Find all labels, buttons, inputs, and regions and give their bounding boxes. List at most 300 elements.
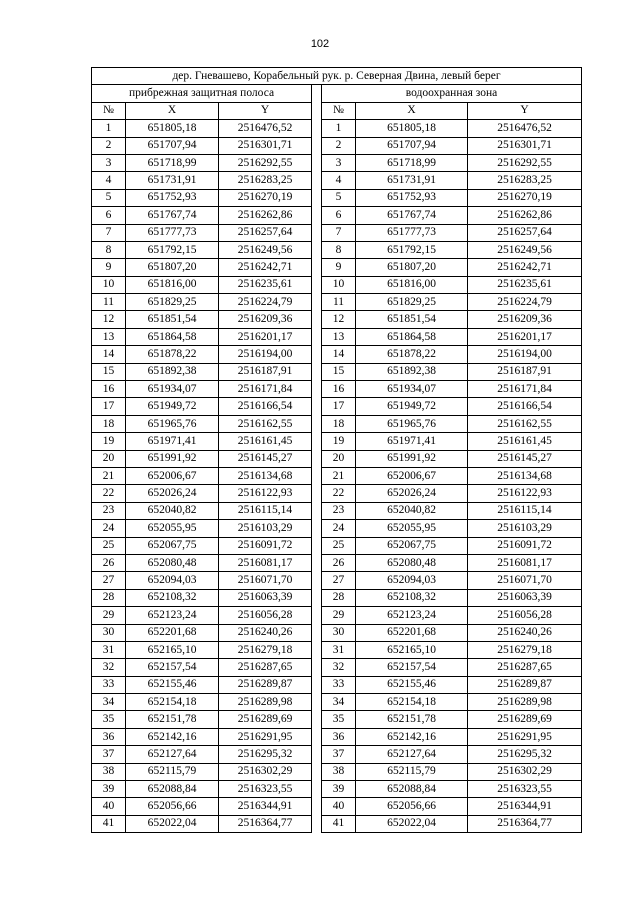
- table-row: [92, 189, 582, 206]
- right-point-number: 18: [322, 415, 356, 432]
- right-point-number: 37: [322, 746, 356, 763]
- table-row: [92, 415, 582, 432]
- left-point-x: 652165,10: [126, 641, 219, 658]
- left-point-y: 2516122,93: [219, 485, 312, 502]
- right-point-number: 33: [322, 676, 356, 693]
- section-gap: [312, 224, 322, 241]
- table-row: [92, 520, 582, 537]
- right-point-x: 652088,84: [356, 781, 468, 798]
- coordinates-table: [91, 67, 582, 833]
- right-point-number: 39: [322, 781, 356, 798]
- table-row: [92, 728, 582, 745]
- left-point-x: 652154,18: [126, 694, 219, 711]
- table-row: [92, 276, 582, 293]
- section-gap: [312, 520, 322, 537]
- section-gap: [312, 589, 322, 606]
- left-point-x: 651965,76: [126, 415, 219, 432]
- left-point-number: 18: [92, 415, 126, 432]
- right-point-y: 2516115,14: [468, 502, 582, 519]
- right-point-y: 2516209,36: [468, 311, 582, 328]
- left-point-number: 2: [92, 137, 126, 154]
- section-gap: [312, 554, 322, 571]
- left-point-x: 651829,25: [126, 294, 219, 311]
- right-point-number: 4: [322, 172, 356, 189]
- left-point-x: 652157,54: [126, 659, 219, 676]
- left-point-x: 651805,18: [126, 120, 219, 137]
- left-point-y: 2516194,00: [219, 346, 312, 363]
- section-gap: [312, 137, 322, 154]
- right-point-y: 2516171,84: [468, 381, 582, 398]
- right-point-number: 5: [322, 189, 356, 206]
- left-point-x: 651816,00: [126, 276, 219, 293]
- left-point-y: 2516476,52: [219, 120, 312, 137]
- right-point-y: 2516063,39: [468, 589, 582, 606]
- left-point-y: 2516289,69: [219, 711, 312, 728]
- table-row: [92, 694, 582, 711]
- right-point-number: 14: [322, 346, 356, 363]
- left-point-x: 651707,94: [126, 137, 219, 154]
- left-point-number: 14: [92, 346, 126, 363]
- right-point-y: 2516295,32: [468, 746, 582, 763]
- left-point-x: 652094,03: [126, 572, 219, 589]
- left-point-y: 2516301,71: [219, 137, 312, 154]
- right-point-number: 19: [322, 433, 356, 450]
- right-point-x: 652165,10: [356, 641, 468, 658]
- left-point-number: 30: [92, 624, 126, 641]
- right-point-x: 652006,67: [356, 467, 468, 484]
- left-point-x: 652080,48: [126, 554, 219, 571]
- section-gap: [312, 85, 322, 102]
- section-gap: [312, 294, 322, 311]
- left-point-number: 24: [92, 520, 126, 537]
- left-point-y: 2516103,29: [219, 520, 312, 537]
- left-point-number: 33: [92, 676, 126, 693]
- right-point-x: 651851,54: [356, 311, 468, 328]
- section-gap: [312, 207, 322, 224]
- right-point-y: 2516302,29: [468, 763, 582, 780]
- left-point-x: 651934,07: [126, 381, 219, 398]
- left-point-y: 2516249,56: [219, 241, 312, 258]
- right-point-x: 652151,78: [356, 711, 468, 728]
- right-point-y: 2516242,71: [468, 259, 582, 276]
- left-point-x: 652127,64: [126, 746, 219, 763]
- table-row: [92, 311, 582, 328]
- left-point-x: 652108,32: [126, 589, 219, 606]
- right-point-y: 2516291,95: [468, 728, 582, 745]
- left-point-y: 2516279,18: [219, 641, 312, 658]
- right-point-x: 652108,32: [356, 589, 468, 606]
- left-point-y: 2516289,98: [219, 694, 312, 711]
- right-point-y: 2516145,27: [468, 450, 582, 467]
- left-point-x: 651971,41: [126, 433, 219, 450]
- right-point-number: 21: [322, 467, 356, 484]
- right-point-y: 2516201,17: [468, 328, 582, 345]
- right-point-x: 651767,74: [356, 207, 468, 224]
- left-point-number: 25: [92, 537, 126, 554]
- left-point-number: 31: [92, 641, 126, 658]
- right-point-number: 35: [322, 711, 356, 728]
- right-point-y: 2516235,61: [468, 276, 582, 293]
- right-point-x: 652155,46: [356, 676, 468, 693]
- section-gap: [312, 398, 322, 415]
- right-point-y: 2516056,28: [468, 607, 582, 624]
- section-gap: [312, 241, 322, 258]
- left-point-number: 29: [92, 607, 126, 624]
- right-point-y: 2516071,70: [468, 572, 582, 589]
- left-point-number: 15: [92, 363, 126, 380]
- left-point-x: 651807,20: [126, 259, 219, 276]
- left-point-x: 652151,78: [126, 711, 219, 728]
- table-row: [92, 746, 582, 763]
- left-point-x: 651777,73: [126, 224, 219, 241]
- table-title: дер. Гневашево, Корабельный рук. р. Северная Двина, левый берег: [92, 68, 582, 85]
- left-point-x: 651892,38: [126, 363, 219, 380]
- left-point-number: 10: [92, 276, 126, 293]
- right-point-x: 651934,07: [356, 381, 468, 398]
- left-point-y: 2516161,45: [219, 433, 312, 450]
- left-point-number: 36: [92, 728, 126, 745]
- right-point-y: 2516249,56: [468, 241, 582, 258]
- right-point-x: 651878,22: [356, 346, 468, 363]
- table-row: [92, 572, 582, 589]
- right-point-y: 2516270,19: [468, 189, 582, 206]
- left-point-x: 652155,46: [126, 676, 219, 693]
- section-gap: [312, 676, 322, 693]
- right-point-y: 2516240,26: [468, 624, 582, 641]
- right-point-number: 1: [322, 120, 356, 137]
- left-point-y: 2516289,87: [219, 676, 312, 693]
- left-point-number: 39: [92, 781, 126, 798]
- left-point-x: 652056,66: [126, 798, 219, 815]
- right-point-number: 17: [322, 398, 356, 415]
- table-row: [92, 589, 582, 606]
- right-point-number: 10: [322, 276, 356, 293]
- left-point-y: 2516257,64: [219, 224, 312, 241]
- table-row: [92, 641, 582, 658]
- left-point-x: 652142,16: [126, 728, 219, 745]
- table-row: [92, 676, 582, 693]
- left-point-x: 652055,95: [126, 520, 219, 537]
- table-row: [92, 798, 582, 815]
- section-gap: [312, 276, 322, 293]
- right-point-x: 652055,95: [356, 520, 468, 537]
- left-point-number: 20: [92, 450, 126, 467]
- section-gap: [312, 502, 322, 519]
- section-gap: [312, 641, 322, 658]
- right-point-x: 651805,18: [356, 120, 468, 137]
- right-point-x: 651718,99: [356, 154, 468, 171]
- left-point-y: 2516295,32: [219, 746, 312, 763]
- right-point-number: 24: [322, 520, 356, 537]
- right-point-y: 2516344,91: [468, 798, 582, 815]
- right-point-y: 2516289,87: [468, 676, 582, 693]
- section-gap: [312, 798, 322, 815]
- left-point-x: 651792,15: [126, 241, 219, 258]
- table-row: [92, 624, 582, 641]
- right-point-number: 3: [322, 154, 356, 171]
- left-point-x: 652040,82: [126, 502, 219, 519]
- left-point-number: 3: [92, 154, 126, 171]
- left-point-y: 2516262,86: [219, 207, 312, 224]
- right-point-number: 13: [322, 328, 356, 345]
- table-row: [92, 241, 582, 258]
- right-point-number: 36: [322, 728, 356, 745]
- right-point-y: 2516103,29: [468, 520, 582, 537]
- left-point-y: 2516063,39: [219, 589, 312, 606]
- left-point-number: 22: [92, 485, 126, 502]
- right-point-x: 652127,64: [356, 746, 468, 763]
- left-point-x: 652067,75: [126, 537, 219, 554]
- right-point-y: 2516187,91: [468, 363, 582, 380]
- right-point-x: 651991,92: [356, 450, 468, 467]
- right-point-y: 2516476,52: [468, 120, 582, 137]
- right-point-number: 7: [322, 224, 356, 241]
- right-point-y: 2516257,64: [468, 224, 582, 241]
- section-gap: [312, 537, 322, 554]
- section-gap: [312, 624, 322, 641]
- section-gap: [312, 711, 322, 728]
- right-point-number: 31: [322, 641, 356, 658]
- left-point-number: 13: [92, 328, 126, 345]
- left-point-x: 651878,22: [126, 346, 219, 363]
- right-point-y: 2516162,55: [468, 415, 582, 432]
- table-row: [92, 554, 582, 571]
- table-row: [92, 120, 582, 137]
- left-point-number: 27: [92, 572, 126, 589]
- left-point-y: 2516115,14: [219, 502, 312, 519]
- right-point-x: 652157,54: [356, 659, 468, 676]
- left-point-y: 2516056,28: [219, 607, 312, 624]
- left-point-number: 35: [92, 711, 126, 728]
- right-point-y: 2516323,55: [468, 781, 582, 798]
- right-point-number: 27: [322, 572, 356, 589]
- section-gap: [312, 694, 322, 711]
- left-point-y: 2516291,95: [219, 728, 312, 745]
- section-gap: [312, 363, 322, 380]
- right-point-y: 2516283,25: [468, 172, 582, 189]
- right-point-number: 29: [322, 607, 356, 624]
- right-point-x: 651792,15: [356, 241, 468, 258]
- right-point-number: 41: [322, 815, 356, 832]
- right-point-x: 651707,94: [356, 137, 468, 154]
- left-point-y: 2516091,72: [219, 537, 312, 554]
- section-gap: [312, 381, 322, 398]
- left-point-y: 2516166,54: [219, 398, 312, 415]
- section-gap: [312, 311, 322, 328]
- right-point-x: 652123,24: [356, 607, 468, 624]
- left-point-y: 2516224,79: [219, 294, 312, 311]
- section-gap: [312, 189, 322, 206]
- right-point-number: 8: [322, 241, 356, 258]
- table-row: [92, 763, 582, 780]
- table-row: [92, 346, 582, 363]
- left-point-x: 652123,24: [126, 607, 219, 624]
- right-point-x: 651731,91: [356, 172, 468, 189]
- right-point-number: 23: [322, 502, 356, 519]
- left-point-number: 34: [92, 694, 126, 711]
- table-row: [92, 711, 582, 728]
- right-point-y: 2516161,45: [468, 433, 582, 450]
- left-point-x: 651718,99: [126, 154, 219, 171]
- right-point-x: 652026,24: [356, 485, 468, 502]
- section-gap: [312, 346, 322, 363]
- left-point-x: 652022,04: [126, 815, 219, 832]
- left-point-number: 17: [92, 398, 126, 415]
- table-row: [92, 781, 582, 798]
- right-point-number: 25: [322, 537, 356, 554]
- right-point-x: 651829,25: [356, 294, 468, 311]
- left-point-x: 652006,67: [126, 467, 219, 484]
- left-point-number: 38: [92, 763, 126, 780]
- right-col-y-header: Y: [468, 102, 582, 119]
- left-point-y: 2516145,27: [219, 450, 312, 467]
- section-gap: [312, 259, 322, 276]
- table-row: [92, 381, 582, 398]
- right-point-x: 651752,93: [356, 189, 468, 206]
- right-point-y: 2516262,86: [468, 207, 582, 224]
- right-point-x: 652040,82: [356, 502, 468, 519]
- left-point-y: 2516287,65: [219, 659, 312, 676]
- left-section-header: прибрежная защитная полоса: [92, 85, 312, 102]
- left-point-number: 8: [92, 241, 126, 258]
- right-point-number: 32: [322, 659, 356, 676]
- right-point-number: 22: [322, 485, 356, 502]
- left-point-x: 652088,84: [126, 781, 219, 798]
- right-point-number: 26: [322, 554, 356, 571]
- right-point-x: 651949,72: [356, 398, 468, 415]
- table-row: [92, 207, 582, 224]
- left-point-number: 6: [92, 207, 126, 224]
- left-point-x: 651991,92: [126, 450, 219, 467]
- left-point-y: 2516201,17: [219, 328, 312, 345]
- left-point-number: 11: [92, 294, 126, 311]
- section-gap: [312, 328, 322, 345]
- section-gap: [312, 781, 322, 798]
- right-point-x: 651816,00: [356, 276, 468, 293]
- table-row: [92, 467, 582, 484]
- left-point-x: 652026,24: [126, 485, 219, 502]
- left-point-x: 651864,58: [126, 328, 219, 345]
- left-point-y: 2516302,29: [219, 763, 312, 780]
- left-col-x-header: X: [126, 102, 219, 119]
- right-point-y: 2516289,98: [468, 694, 582, 711]
- section-gap: [312, 728, 322, 745]
- right-point-x: 652067,75: [356, 537, 468, 554]
- table-row: [92, 328, 582, 345]
- table-body: [92, 120, 582, 833]
- table-row: [92, 224, 582, 241]
- section-gap: [312, 154, 322, 171]
- left-col-num-header: №: [92, 102, 126, 119]
- left-point-y: 2516209,36: [219, 311, 312, 328]
- right-point-y: 2516279,18: [468, 641, 582, 658]
- right-point-x: 651892,38: [356, 363, 468, 380]
- left-col-y-header: Y: [219, 102, 312, 119]
- left-point-y: 2516081,17: [219, 554, 312, 571]
- right-point-number: 12: [322, 311, 356, 328]
- left-point-x: 651752,93: [126, 189, 219, 206]
- section-gap: [312, 102, 322, 119]
- right-point-number: 30: [322, 624, 356, 641]
- right-point-x: 652056,66: [356, 798, 468, 815]
- left-point-number: 41: [92, 815, 126, 832]
- section-gap: [312, 607, 322, 624]
- right-point-y: 2516091,72: [468, 537, 582, 554]
- right-point-x: 652080,48: [356, 554, 468, 571]
- right-point-y: 2516224,79: [468, 294, 582, 311]
- right-point-x: 652201,68: [356, 624, 468, 641]
- table-row: [92, 537, 582, 554]
- table-row: [92, 154, 582, 171]
- table-row: [92, 433, 582, 450]
- section-gap: [312, 433, 322, 450]
- right-point-y: 2516134,68: [468, 467, 582, 484]
- table-row: [92, 659, 582, 676]
- section-gap: [312, 659, 322, 676]
- left-point-y: 2516071,70: [219, 572, 312, 589]
- left-point-number: 19: [92, 433, 126, 450]
- left-point-number: 9: [92, 259, 126, 276]
- left-point-number: 12: [92, 311, 126, 328]
- left-point-number: 7: [92, 224, 126, 241]
- right-point-y: 2516301,71: [468, 137, 582, 154]
- right-point-x: 651864,58: [356, 328, 468, 345]
- right-point-x: 651965,76: [356, 415, 468, 432]
- section-gap: [312, 467, 322, 484]
- right-col-x-header: X: [356, 102, 468, 119]
- left-point-number: 40: [92, 798, 126, 815]
- right-point-x: 652094,03: [356, 572, 468, 589]
- right-point-y: 2516292,55: [468, 154, 582, 171]
- table-row: [92, 294, 582, 311]
- right-point-y: 2516081,17: [468, 554, 582, 571]
- left-point-number: 21: [92, 467, 126, 484]
- section-gap: [312, 815, 322, 832]
- table-row: [92, 259, 582, 276]
- right-point-x: 651971,41: [356, 433, 468, 450]
- section-gap: [312, 746, 322, 763]
- left-point-number: 26: [92, 554, 126, 571]
- right-point-number: 40: [322, 798, 356, 815]
- left-point-number: 5: [92, 189, 126, 206]
- right-point-x: 652022,04: [356, 815, 468, 832]
- left-point-y: 2516270,19: [219, 189, 312, 206]
- right-point-number: 38: [322, 763, 356, 780]
- table-row: [92, 607, 582, 624]
- right-point-number: 11: [322, 294, 356, 311]
- section-gap: [312, 415, 322, 432]
- section-gap: [312, 120, 322, 137]
- right-point-x: 652154,18: [356, 694, 468, 711]
- left-point-x: 651851,54: [126, 311, 219, 328]
- left-point-x: 651731,91: [126, 172, 219, 189]
- section-gap: [312, 485, 322, 502]
- left-point-y: 2516171,84: [219, 381, 312, 398]
- right-point-x: 652142,16: [356, 728, 468, 745]
- left-point-number: 32: [92, 659, 126, 676]
- right-point-number: 34: [322, 694, 356, 711]
- right-point-number: 15: [322, 363, 356, 380]
- right-point-x: 652115,79: [356, 763, 468, 780]
- right-point-number: 2: [322, 137, 356, 154]
- left-point-number: 4: [92, 172, 126, 189]
- left-point-y: 2516134,68: [219, 467, 312, 484]
- section-gap: [312, 763, 322, 780]
- right-point-x: 651777,73: [356, 224, 468, 241]
- right-point-y: 2516289,69: [468, 711, 582, 728]
- right-point-y: 2516287,65: [468, 659, 582, 676]
- right-point-number: 9: [322, 259, 356, 276]
